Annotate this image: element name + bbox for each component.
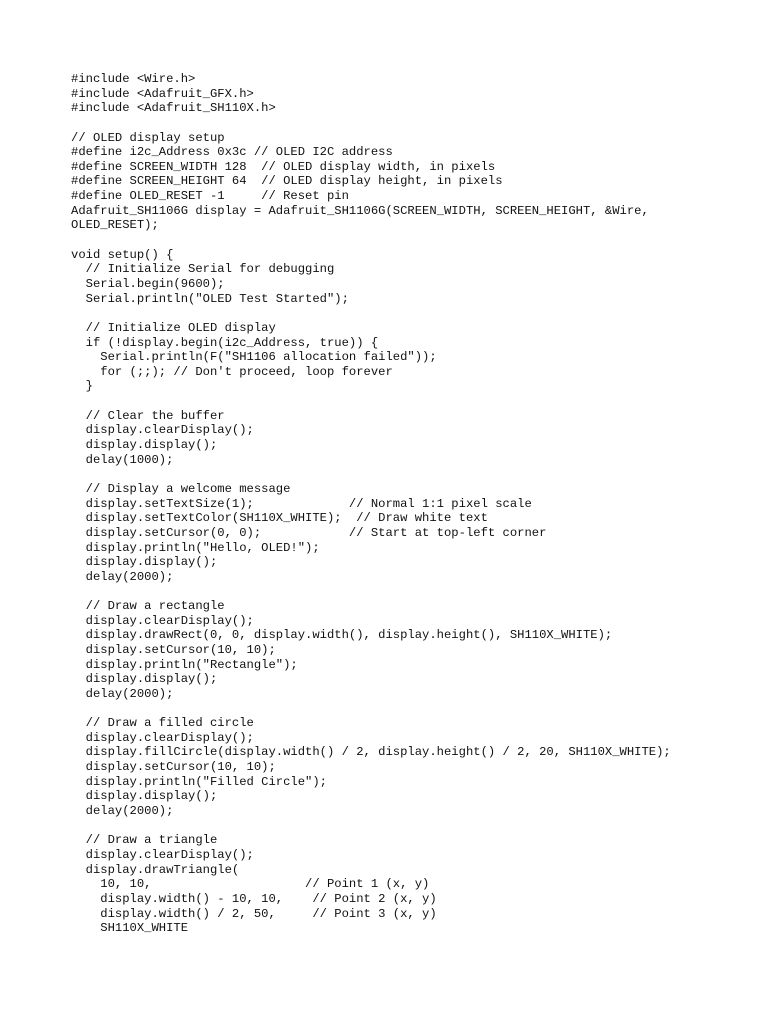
code-line: display.drawRect(0, 0, display.width(), display.height(), SH110X_WHITE);: [71, 628, 613, 643]
code-line: 10, 10, // Point 1 (x, y): [71, 877, 430, 892]
code-line: #define SCREEN_HEIGHT 64 // OLED display height, in pixels: [71, 174, 503, 189]
code-line: [71, 819, 761, 834]
code-line: for (;;); // Don't proceed, loop forever: [71, 364, 393, 379]
code-line: Serial.begin(9600);: [71, 276, 225, 291]
code-line: #define i2c_Address 0x3c // OLED I2C address: [71, 145, 393, 160]
code-line: if (!display.begin(i2c_Address, true)) {: [71, 335, 379, 350]
code-line: [71, 467, 761, 482]
code-line: Serial.println("OLED Test Started");: [71, 291, 349, 306]
code-line: display.display();: [71, 672, 218, 687]
code-line: OLED_RESET);: [71, 218, 159, 233]
code-line: display.println("Hello, OLED!");: [71, 540, 320, 555]
code-line: // OLED display setup: [71, 130, 225, 145]
code-line: void setup() {: [71, 247, 174, 262]
code-line: delay(2000);: [71, 804, 174, 819]
code-line: #include <Wire.h>: [71, 72, 196, 86]
code-line: display.display();: [71, 438, 218, 453]
code-line: display.setTextColor(SH110X_WHITE); // Draw white text: [71, 511, 488, 526]
code-line: [71, 233, 761, 248]
code-line: // Draw a triangle: [71, 833, 218, 848]
code-line: [71, 702, 761, 717]
code-line: display.println("Filled Circle");: [71, 774, 327, 789]
code-line: display.display();: [71, 555, 218, 570]
code-line: // Draw a filled circle: [71, 716, 254, 731]
code-line: Adafruit_SH1106G display = Adafruit_SH1106G(SCREEN_WIDTH, SCREEN_HEIGHT, &Wire,: [71, 203, 649, 218]
code-line: // Draw a rectangle: [71, 599, 225, 614]
code-line: [71, 584, 761, 599]
code-line: [71, 306, 761, 321]
code-line: display.width() / 2, 50, // Point 3 (x, y): [71, 906, 437, 921]
code-line: }: [71, 379, 93, 394]
code-line: display.display();: [71, 789, 218, 804]
code-line: display.width() - 10, 10, // Point 2 (x, y): [71, 891, 437, 906]
code-line: display.fillCircle(display.width() / 2, display.height() / 2, 20, SH110X_WHITE);: [71, 745, 671, 760]
code-line: #define SCREEN_WIDTH 128 // OLED display width, in pixels: [71, 159, 496, 174]
code-line: display.println("Rectangle");: [71, 657, 298, 672]
code-line: #define OLED_RESET -1 // Reset pin: [71, 189, 349, 204]
code-line: display.clearDisplay();: [71, 613, 254, 628]
code-line: display.clearDisplay();: [71, 730, 254, 745]
code-line: delay(2000);: [71, 569, 174, 584]
code-line: display.clearDisplay();: [71, 423, 254, 438]
code-line: SH110X_WHITE: [71, 921, 189, 936]
code-line: delay(1000);: [71, 452, 174, 467]
code-line: display.clearDisplay();: [71, 847, 254, 862]
code-line: #include <Adafruit_GFX.h>: [71, 86, 254, 101]
code-line: // Initialize OLED display: [71, 320, 276, 335]
code-line: // Display a welcome message: [71, 481, 291, 496]
code-line: [71, 394, 761, 409]
code-line: // Initialize Serial for debugging: [71, 262, 335, 277]
code-line: [71, 116, 761, 131]
code-line: delay(2000);: [71, 686, 174, 701]
code-line: display.setCursor(10, 10);: [71, 760, 276, 775]
code-line: #include <Adafruit_SH110X.h>: [71, 101, 276, 116]
code-block: [71, 72, 761, 936]
code-line: display.setCursor(10, 10);: [71, 642, 276, 657]
code-line: Serial.println(F("SH1106 allocation failed"));: [71, 350, 437, 365]
code-line: display.drawTriangle(: [71, 862, 240, 877]
code-line: display.setCursor(0, 0); // Start at top-left corner: [71, 525, 547, 540]
code-line: display.setTextSize(1); // Normal 1:1 pixel scale: [71, 496, 532, 511]
code-line: // Clear the buffer: [71, 408, 225, 423]
